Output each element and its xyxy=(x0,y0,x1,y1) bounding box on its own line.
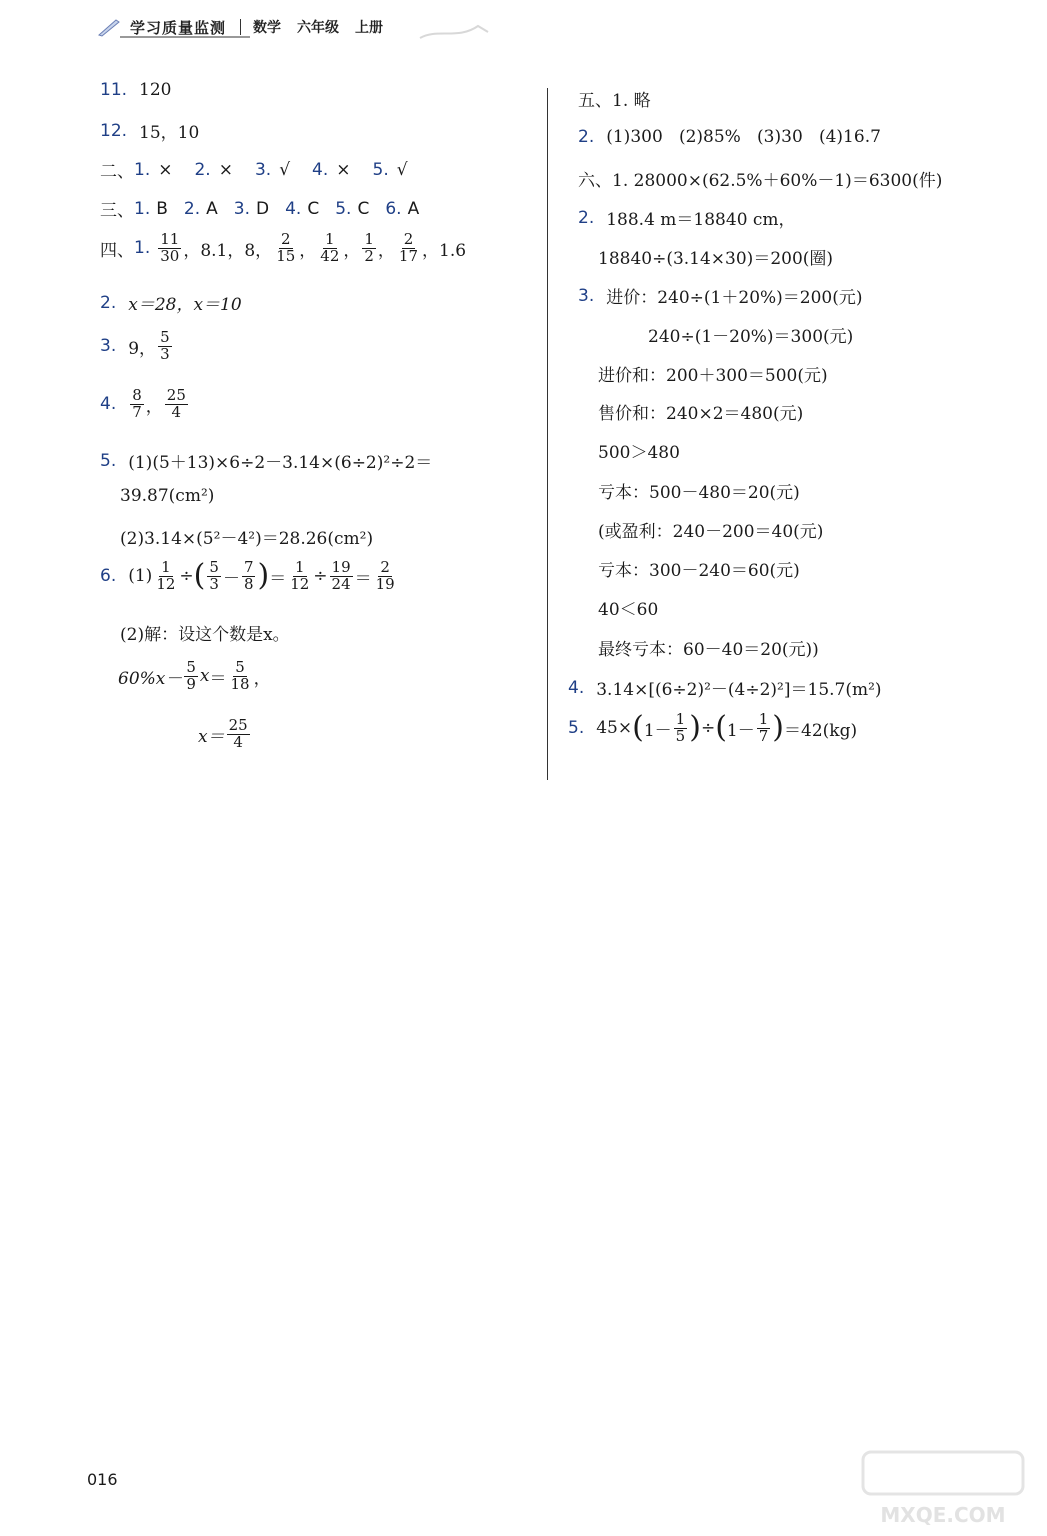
fraction: $\frac{2}{19}$ xyxy=(375,558,395,593)
answer-6-2-line1: 2. 188.4 m＝18840 cm， xyxy=(578,207,796,230)
fraction: $\frac{7}{8}$ xyxy=(243,558,254,593)
fraction: $\frac{5}{3}$ xyxy=(209,558,219,593)
fraction: $\frac{19}{24}$ xyxy=(331,558,351,593)
watermark-text: MXQE.COM xyxy=(880,1503,1006,1527)
fraction: $\frac{8}{7}$ xyxy=(132,386,142,421)
fraction: $\frac{5}{9}$ xyxy=(186,658,196,693)
answer-6-3-line2: 240÷(1－20%)＝300(元) xyxy=(648,327,854,347)
fraction: $\frac{1}{5}$ xyxy=(675,710,686,745)
answer-5-1: 五、1. 略 xyxy=(578,91,651,111)
fraction: $\frac{1}{7}$ xyxy=(758,710,769,745)
header-volume: 上册 xyxy=(355,20,384,36)
header-underline xyxy=(120,36,250,38)
answer-6-3-line5: 500＞480 xyxy=(598,443,680,463)
watermark-logo xyxy=(853,1448,1033,1528)
answer-6-3-line10: 最终亏本：60－40＝20(元)) xyxy=(598,640,819,660)
answer-6-4: 4. 3.14×[(6÷2)²－(4÷2)²]＝15.7(m²) xyxy=(568,677,882,700)
fraction: $\frac{5}{18}$ xyxy=(230,658,250,693)
fraction: $\frac{2}{17}$ xyxy=(398,230,419,265)
page-number: 016 xyxy=(87,1470,118,1489)
answer-4-6-line4: x＝ $\frac{25}{4}$ xyxy=(198,716,248,751)
header-decoration-icon xyxy=(418,18,498,42)
section-3-answers: 三、 1. B 2. A 3. D 4. C 5. C 6. A xyxy=(100,198,420,221)
answer-4-6-line3: 60%x－ $\frac{5}{9}$ x ＝ $\frac{5}{18}$ ， xyxy=(118,658,271,693)
fraction: $\frac{25}{4}$ xyxy=(228,716,248,751)
fraction: $\frac{1}{12}$ xyxy=(156,558,176,593)
answer-4-5-line3: (2)3.14×(5²－4²)＝28.26(cm²) xyxy=(120,529,374,549)
answer-6-2-line2: 18840÷(3.14×30)＝200(圈) xyxy=(598,249,834,269)
answer-6-1: 六、1. 28000×(62.5%＋60%－1)＝6300(件) xyxy=(578,171,943,191)
section-4-answer-1: 四、 1. $\frac{11}{30}$ ，8.1，8， $\frac{2}{15}$ ， $\frac{1}{42}$ ， $\frac{1}{2}$ ， $\frac{2}{17}$ ，1.6 xyxy=(100,230,467,265)
fraction: $\frac{11}{30}$ xyxy=(160,230,180,265)
answer-4-4: 4. $\frac{8}{7}$ ， $\frac{25}{4}$ xyxy=(100,386,186,421)
fraction: $\frac{2}{15}$ xyxy=(276,230,296,265)
answer-6-5: 5. 45× ( 1－ $\frac{1}{5}$ ) ÷ ( 1－ $\frac{1}{7}$ ) ＝42(kg) xyxy=(568,710,858,746)
fraction: $\frac{25}{4}$ xyxy=(166,386,186,421)
answer-4-2: 2. x＝28，x＝10 xyxy=(100,292,242,315)
answer-6-3-line9: 40＜60 xyxy=(598,600,659,620)
answer-6-3-line4: 售价和：240×2＝480(元) xyxy=(598,404,804,424)
answer-4-5-line2: 39.87(cm²) xyxy=(120,486,215,506)
answer-6-3-line1: 3. 进价：240÷(1＋20%)＝200(元) xyxy=(578,285,863,308)
answer-12: 12. 15，10 xyxy=(100,120,200,143)
fraction: $\frac{1}{2}$ xyxy=(364,230,374,265)
answer-5-2: 2. (1)300 (2)85% (3)30 (4)16.7 xyxy=(578,127,881,147)
answer-6-3-line3: 进价和：200＋300＝500(元) xyxy=(598,366,828,386)
fraction: $\frac{1}{42}$ xyxy=(320,230,340,265)
fraction: $\frac{1}{12}$ xyxy=(290,558,310,593)
header-divider xyxy=(240,19,241,35)
column-divider xyxy=(547,88,548,780)
pen-icon xyxy=(96,17,122,37)
header-brand: 学习质量监测 xyxy=(130,18,227,37)
answer-4-3: 3. 9， $\frac{5}{3}$ xyxy=(100,328,170,363)
answer-6-3-line7: (或盈利：240－200＝40(元) xyxy=(598,522,824,542)
answer-6-3-line8: 亏本：300－240＝60(元) xyxy=(598,561,800,581)
fraction: $\frac{5}{3}$ xyxy=(160,328,170,363)
answer-6-3-line6: 亏本：500－480＝20(元) xyxy=(598,483,800,503)
header-grade: 六年级 xyxy=(297,20,340,36)
answer-11: 11. 120 xyxy=(100,80,172,100)
header-subject: 数学 xyxy=(253,20,282,36)
answer-4-5-line1: 5. (1)(5＋13)×6÷2－3.14×(6÷2)²÷2＝ xyxy=(100,450,433,473)
answer-4-6-line1: 6. (1) $\frac{1}{12}$ ÷ ( $\frac{5}{3}$ － $\frac{7}{8}$ ) ＝ $\frac{1}{12}$ ÷ $\frac{19}{24}$ ＝ $\frac{2}{19}$ xyxy=(100,558,395,594)
answer-4-6-line2: (2)解：设这个数是x。 xyxy=(120,625,290,645)
section-2-answers: 二、 1. × 2. × 3. √ 4. × 5. √ xyxy=(100,159,408,182)
